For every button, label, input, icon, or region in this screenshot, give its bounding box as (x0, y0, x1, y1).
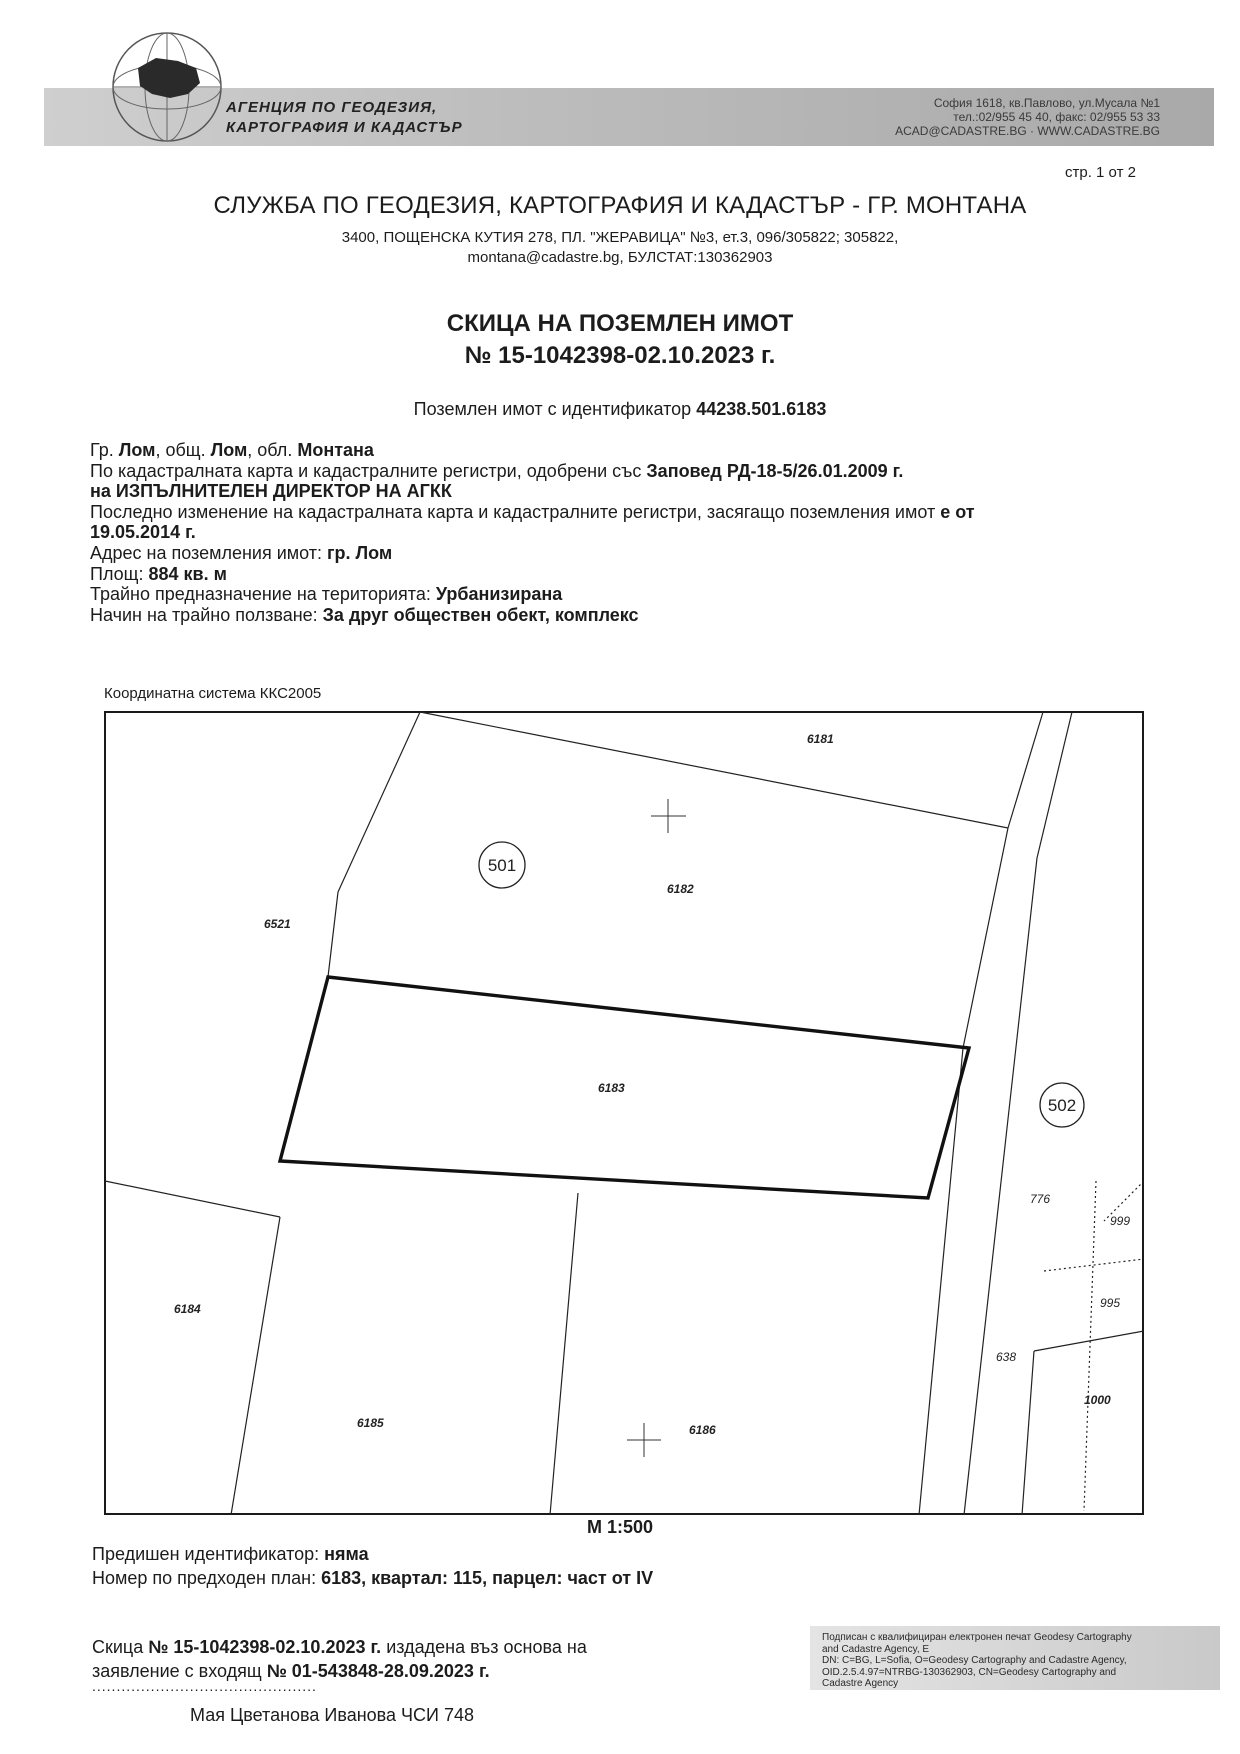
signature-line-2: and Cadastre Agency, E (822, 1643, 930, 1655)
agency-contact (860, 96, 1160, 138)
parcel-label-1000: 1000 (1084, 1393, 1111, 1407)
region-prefix: , обл. (247, 440, 298, 460)
usage-label: Начин на трайно ползване: (90, 604, 323, 625)
last-change-bold: е от (940, 501, 975, 522)
coordinate-system: Координатна система ККС2005 (104, 685, 322, 702)
parcel-label-6181: 6181 (807, 732, 834, 746)
approval-text: По кадастралната карта и кадастралните регистри, одобрени със (90, 460, 647, 481)
address-value: гр. Лом (327, 542, 393, 563)
purpose-line (90, 584, 1170, 605)
sketch-number: № 15-1042398-02.10.2023 г. (148, 1637, 382, 1657)
sketch-issue-info (92, 1635, 587, 1683)
office-name: СЛУЖБА ПО ГЕОДЕЗИЯ, КАРТОГРАФИЯ И КАДАСТЪР - ГР. МОНТАНА (213, 192, 1027, 219)
contact-line-1: София 1618, кв.Павлово, ул.Мусала №1 (933, 96, 1160, 110)
region: Монтана (297, 440, 374, 460)
request-number: № 01-543848-28.09.2023 г. (266, 1661, 490, 1681)
parcel-label-6184: 6184 (174, 1302, 201, 1316)
city-prefix: Гр. (90, 440, 119, 460)
previous-id-label: Предишен идентификатор: (92, 1544, 325, 1564)
usage-value: За друг обществен обект, комплекс (322, 604, 639, 625)
approval-by-line (90, 481, 1170, 502)
signature-line-4: OID.2.5.4.97=NTRBG-130362903, CN=Geodesy Cartography and (822, 1666, 1117, 1678)
parcel-label-995: 995 (1100, 1296, 1121, 1310)
cadastral-map (104, 711, 1144, 1515)
parcel-label-6521: 6521 (264, 917, 291, 931)
page-number: стр. 1 от 2 (1065, 164, 1136, 181)
title-line-1: СКИЦА НА ПОЗЕМЛЕН ИМОТ (446, 310, 794, 337)
signature-line-1: Подписан с квалифициран електронен печат Geodesy Cartography (822, 1632, 1132, 1643)
signature-dots: .............................................. (92, 1678, 317, 1694)
parcel-label-6186: 6186 (689, 1423, 716, 1437)
request-prefix: заявление с входящ (92, 1661, 267, 1681)
agency-line-2: КАРТОГРАФИЯ И КАДАСТЪР (226, 119, 463, 136)
address-line (90, 543, 1170, 564)
area-value: 884 кв. м (148, 563, 227, 584)
parcel-label-6185: 6185 (357, 1416, 384, 1430)
location-line (90, 440, 1170, 461)
sketch-middle: издадена въз основа на (381, 1637, 587, 1657)
last-change-date: 19.05.2014 г. (90, 522, 196, 543)
last-change-date-line (90, 522, 1170, 543)
area-line (90, 564, 1170, 585)
signer-name: Мая Цветанова Иванова ЧСИ 748 (190, 1705, 475, 1725)
previous-plan-value: 6183, квартал: 115, парцел: част от IV (321, 1568, 654, 1588)
signature-line-3: DN: C=BG, L=Sofia, O=Geodesy Cartography and Cadastre Agency, (822, 1655, 1127, 1666)
parcel-label-6182: 6182 (667, 882, 694, 896)
purpose-value: Урбанизирана (435, 584, 563, 605)
last-change-line (90, 502, 1170, 523)
office-address-line-1: 3400, ПОЩЕНСКА КУТИЯ 278, ПЛ. "ЖЕРАВИЦА" №3, ет.3, 096/305822; 305822, (341, 229, 899, 246)
municipality: Лом (210, 440, 248, 460)
contact-line-3: ACAD@CADASTRE.BG · WWW.CADASTRE.BG (895, 124, 1160, 138)
parcel-label-999: 999 (1110, 1214, 1131, 1228)
area-label: Площ: (90, 563, 149, 584)
document-title (0, 308, 1240, 372)
previous-plan-label: Номер по предходен план: (92, 1568, 322, 1588)
previous-plan-line (92, 1566, 653, 1590)
office-address-line-2: montana@cadastre.bg, БУЛСТАТ:130362903 (467, 249, 773, 266)
approval-order: Заповед РД-18-5/26.01.2009 г. (646, 460, 904, 481)
usage-line (90, 605, 1170, 626)
contact-line-2: тел.:02/955 45 40, факс: 02/955 53 33 (953, 110, 1160, 124)
map-scale: М 1:500 (586, 1517, 654, 1537)
previous-id-value: няма (324, 1544, 369, 1564)
parcel-label-6183: 6183 (598, 1081, 625, 1095)
parcel-label-638: 638 (996, 1350, 1017, 1364)
quarter-label-502: 502 (1047, 1096, 1077, 1115)
municipality-prefix: , общ. (155, 440, 211, 460)
address-label: Адрес на поземления имот: (90, 542, 328, 563)
identifier-value: 44238.501.6183 (696, 399, 827, 419)
identifier-line (0, 399, 1240, 420)
agency-line-1: АГЕНЦИЯ ПО ГЕОДЕЗИЯ, (226, 99, 438, 116)
approval-line (90, 461, 1170, 482)
parcel-label-776: 776 (1030, 1192, 1051, 1206)
last-change-text: Последно изменение на кадастралната карта и кадастралните регистри, засягащо поземления имот (90, 501, 941, 522)
title-line-2: № 15-1042398-02.10.2023 г. (464, 342, 776, 369)
identifier-label: Поземлен имот с идентификатор (413, 399, 697, 419)
sketch-line (92, 1635, 587, 1659)
signature-line-5: Cadastre Agency (822, 1678, 899, 1689)
approval-by: на ИЗПЪЛНИТЕЛЕН ДИРЕКТОР НА АГКК (90, 481, 452, 502)
agency-name (226, 98, 463, 138)
e-signature-text (822, 1632, 1202, 1690)
property-info (90, 440, 1170, 625)
previous-info (92, 1542, 653, 1590)
sketch-prefix: Скица (92, 1637, 149, 1657)
globe-bulgaria-logo (108, 28, 226, 146)
purpose-label: Трайно предназначение на територията: (90, 584, 436, 605)
quarter-label-501: 501 (487, 856, 517, 875)
city: Лом (118, 440, 156, 460)
office-address (0, 228, 1240, 268)
map-frame (105, 712, 1143, 1514)
previous-id-line (92, 1542, 653, 1566)
